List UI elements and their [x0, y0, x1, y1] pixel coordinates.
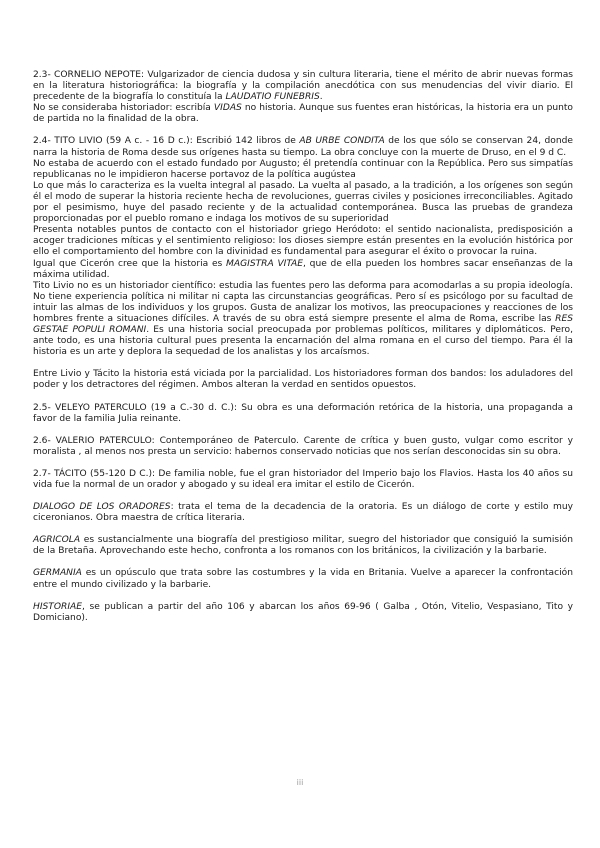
text-run: 2.5- VELEYO PATERCULO (19 a C.-30 d. C.): Su obra es una deformación retórica de la historia, una propaganda a favor de la familia Julia reinante. [33, 402, 573, 424]
section [33, 502, 573, 524]
text-run: : trata el tema de la decadencia de la oratoria. Es un diálogo de corte y estilo muy ciceronianos. Obra maestra de crítica literaria. [33, 502, 574, 524]
italic-title: GERMANIA [33, 568, 82, 579]
text-run: Entre Livio y Tácito la historia está viciada por la parcialidad. Los historiadores forman dos bandos: los aduladores del poder y los detractores del régimen. Ambos alteran la verdad en sentidos opuestos. [33, 369, 573, 391]
section-gap [33, 392, 573, 403]
paragraph [33, 225, 573, 258]
paragraph [33, 568, 573, 590]
section [33, 535, 573, 557]
section [33, 469, 573, 491]
paragraph [33, 136, 573, 158]
text-run: . Es una historia social preocupada por problemas políticos, militares y diplomáticos. Pero, ante todo, es una historia cultural pues presenta la encarnación del alma romana en el curso del tiempo. Para él la historia es un arte y deplora la sequedad de los analistas y los arcaísmos. [33, 325, 573, 358]
paragraph [33, 535, 573, 557]
paragraph [33, 70, 573, 103]
text-run: , que de ella pueden los hombres sacar enseñanzas de la máxima utilidad. [33, 258, 573, 280]
text-run: 2.6- VALERIO PATERCULO: Contemporáneo de Paterculo. Carente de crítica y buen gusto, vulgar como escritor y moralista , al menos nos presta un servicio: habernos conservado noticias que nos serían desconocidas sin su obra. [33, 435, 573, 457]
section [33, 568, 573, 590]
italic-title: RES GESTAE POPULI ROMANI [33, 313, 573, 336]
section-gap [33, 557, 573, 568]
text-run: no historia. Aunque sus fuentes eran históricas, la historia era un punto de partida no la finalidad de la obra. [33, 103, 573, 125]
paragraph [33, 181, 573, 225]
section-gap [33, 358, 573, 369]
text-run: es un opúsculo que trata sobre las costumbres y la vida en Britania. Vuelve a aparecer la confrontación entre el mundo civilizado y la barbarie. [33, 568, 573, 590]
italic-title: MAGISTRA VITAE [226, 258, 304, 269]
text-run: 2.7- TÁCITO (55-120 D C.): De familia noble, fue el gran historiador del Imperio bajo los Flavios. Hasta los 40 años su vida fue la normal de un orador y abogado y su ideal era imitar el estilo de Cicerón. [33, 468, 573, 490]
section-gap [33, 491, 573, 502]
italic-title: AB URBE CONDITA [299, 136, 385, 147]
section [33, 436, 573, 458]
section-gap [33, 458, 573, 469]
section [33, 70, 573, 125]
text-run: Tito Livio no es un historiador científico: estudia las fuentes pero las deforma para acomodarlas a su propia ideología. No tiene experiencia política ni militar ni capta las circunstancias geográficas. Pero sí es psicólogo por su facultad de intuir las almas de los individuos y los grupos. Gusta de analizar los motivos, las preocupaciones y reacciones de los hombres frente a situaciones difíciles. A través de su obra está siempre presente el alma de Roma, escribe las [33, 280, 573, 324]
text-run: Lo que más lo caracteriza es la vuelta integral al pasado. La vuelta al pasado, a la tradición, a los orígenes son según él el modo de superar la historia reciente hecha de revoluciones, guerras civiles y posiciones irreconciliables. Agitado por el pesimismo, huye del pasado reciente y de la actualidad contemporánea. Busca las pruebas de grandeza proporcionadas por el pueblo romano e indaga los motivos de su superioridad [33, 180, 573, 225]
section [33, 602, 573, 624]
section-gap [33, 524, 573, 535]
paragraph [33, 403, 573, 425]
section [33, 403, 573, 425]
section [33, 369, 573, 391]
paragraph [33, 159, 573, 181]
section-gap [33, 591, 573, 602]
text-run: de los que sólo se conservan 24, donde narra la historia de Roma desde sus orígenes hasta su tiempo. La obra concluye con la muerte de Druso, en el 9 d C. [33, 136, 573, 158]
paragraph [33, 281, 573, 359]
italic-title: HISTORIAE [33, 601, 82, 612]
italic-title: AGRICOLA [33, 535, 81, 546]
paragraph [33, 369, 573, 391]
text-run: No se consideraba historiador: escribía [33, 103, 214, 114]
text-run: es sustancialmente una biografía del prestigioso militar, suegro del historiador que consiguió la sumisión de la Bretaña. Aprovechando este hecho, confronta a los romanos con los británicos, la civilización y la barbarie. [33, 535, 573, 557]
section [33, 136, 573, 358]
paragraph [33, 259, 573, 281]
paragraph [33, 436, 573, 458]
text-run: Presenta notables puntos de contacto con el historiador griego Heródoto: el sentido nacionalista, predisposición a acoger tradiciones míticas y el sentimiento religioso: los dioses siempre están presentes en la evolución histórica por ello el comportamiento del hombre con la divinidad es fundamental para asegurar el éxito o provocar la ruina. [33, 225, 573, 258]
paragraph [33, 469, 573, 491]
italic-title: VIDAS [213, 103, 242, 114]
text-run: 2.4- TITO LIVIO (59 A c. - 16 D c.): Escribió 142 libros de [33, 136, 300, 147]
text-run: 2.3- CORNELIO NEPOTE: Vulgarizador de ciencia dudosa y sin cultura literaria, tiene el mérito de abrir nuevas formas en la literatura historiográfica: la biografía y la compilación anecdótica con sus menudencias del vivir diario. El precedente de la biografía lo constituía la [33, 70, 573, 103]
document-body [33, 70, 573, 624]
paragraph [33, 602, 573, 624]
italic-title: LAUDATIO FUNEBRIS [225, 92, 320, 103]
text-run: , se publican a partir del año 106 y abarcan los años 69-96 ( Galba , Otón, Vitelio, Vespasiano, Tito y Domiciano). [33, 601, 573, 623]
paragraph [33, 103, 573, 125]
section-gap [33, 125, 573, 136]
text-run: . [319, 92, 323, 103]
text-run: No estaba de acuerdo con el estado fundado por Augusto; él pretendía continuar con la República. Pero sus simpatías republicanas no le impidieron hacerse portavoz de la política augústea [33, 158, 573, 180]
italic-title: DIALOGO DE LOS ORADORES [33, 502, 171, 513]
section-gap [33, 425, 573, 436]
text-run: Igual que Cicerón cree que la historia es [33, 258, 227, 269]
paragraph [33, 502, 573, 524]
page-number: iii [296, 778, 304, 787]
